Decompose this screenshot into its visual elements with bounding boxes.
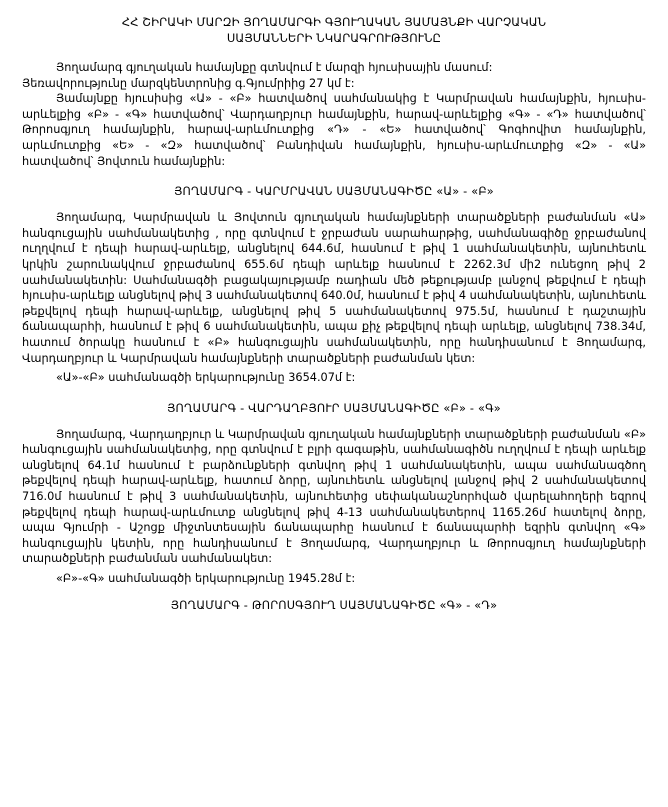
page-title-line-2: ՍԱՅՄԱՆՆԵՐԻ ՆԿԱՐԱԳՐՈՒԹՅՈՒՆԸ <box>226 31 442 45</box>
spacer <box>22 169 646 184</box>
section-heading-gd: ՅՈՂԱՄԱՐԳ - ԹՈՐՈՍԳՅՈՒՂ ՍԱՅՄԱՆԱԳԻԾԸ «Գ» - «Դ» <box>170 598 498 612</box>
section-length-ab: «Ա»-«Բ» սահմանագծի երկարությունը 3654.07մ է: <box>56 371 356 385</box>
section-heading-ab: ՅՈՂԱՄԱՐԳ - ԿԱՐՄՐԱՎԱՆ ՍԱՅՄԱՆԱԳԻԾԸ «Ա» - «Բ» <box>174 185 494 199</box>
spacer <box>22 416 646 427</box>
section-body-bg: Յողամարգ, Վարդաղբյուր և Կարմրավան գյուղական համայնքների տարածքների բաժանման «Բ» հանգուցային սահմանակետից, որը գտնվում է բլրի գագաթին, սահմանագիծն ուղղվում է դեպի արևելք անցնելով 64.1մ հասնում է բարձունքների գտնվող թիվ 1 սահմանակետին, ապա սահմանագծող թեքվելով դեպի հարավ-արևելք, հատում ձորը, այնուհետև անցնելով լանջով թիվ 2 սահմանակետով 716.0մ հասնում է թիվ 3 սահմանակետին, այնուհետից սեփականաշնորհված վարելահողերի եզրով թեքվելով դեպի հարավ-արևմուտք անցնելով թիվ 4-13 սահմանակետերով 1165.26մ հատելով ձորը, ապա Գյումրի - Աշոցք միջտնտեսային ճանապարհը հասնում է ճանապարհի եզրին գտնվող «Գ» հանգուցային կետին, որը հանդիսանում է Յողամարգ, Վարդաղբյուր և Թորոսգյուղ համայնքների տարածքների բաժանման սահմանակետ: <box>22 427 646 566</box>
intro-paragraph-2: Յեռավորությունը մարզկենտրոնից գ.Գյումրիից 27 կմ է: <box>22 76 355 90</box>
spacer <box>22 199 646 210</box>
intro-paragraph-3: Յամայնքը հյուսիսից «Ա» - «Բ» հատվածով սահմանակից է Կարմրավան համայնքին, հյուսիս-արևելքից «Բ» - «Գ» հատվածով՝ Վարդաղբյուր համայնքին, հարավ-արևելքից «Գ» - «Դ» հատվածով՝ Թորոսգյուղ համայնքին, հարավ-արևմուտքից «Դ» - «Ե» հատվածով՝ Գոգհովիտ համայնքին, արևմուտքից «Ե» - «Զ» հատվածով՝ Բանդիվան համայնքին, հյուսիս-արևմուտքից «Զ» - «Ա» հատվածով՝ Յովտուն համայնքին: <box>22 92 646 168</box>
intro-paragraph-1: Յողամարգ գյուղական համայնքը գտնվում է մարզի հյուսիսային մասում: <box>56 61 493 74</box>
page-title-line-1: ՀՀ ՇԻՐԱԿԻ ՄԱՐԶԻ ՅՈՂԱՄԱՐԳԻ ԳՅՈՒՂԱԿԱՆ ՅԱՄԱՅՆՔԻ ՎԱՐՉԱԿԱՆ <box>121 15 547 29</box>
spacer <box>22 386 646 401</box>
section-heading-bg: ՅՈՂԱՄԱՐԳ - ՎԱՐԴԱՂԲՅՈՒՐ ՍԱՅՄԱՆԱԳԻԾԸ «Բ» - «Գ» <box>167 401 501 415</box>
spacer <box>22 587 646 598</box>
section-body-ab: Յողամարգ, Կարմրավան և Յովտուն գյուղական համայնքների տարածքների բաժանման «Ա» հանգուցային սահմանակետից , որը գտնվում է ջրբաժան սարահարթից, սահմանագիծը ջրբաժանով ուղղվում է դեպի հարավ-արևելք, անցնելով 644.6մ, հասնում է թիվ 1 սահմանակետին, այնուհետև կրկին շարունակվում ջրբաժանով 655.6մ դեպի արևելք հասնում է 2262.3մ մի2 ունեցող թիվ 2 սահմանակետին: Սահմանագծի բացակայությամբ ռադիան մեծ թեքությամբ լանջով թեքվում է դեպի հյուսիս-արևելք անցնելով թիվ 3 սահմանակետով 640.0մ, հասնում է թիվ 4 սահմանակետին, այնուհետև թեքվելով դեպի հարավ-արևելք, անցնելով թիվ 5 սահմանակետով 975.5մ, հասնում է դաշտային ճանապարհի, հասնում է թիվ 6 սահմանակետին, ապա քիչ թեքվելով դեպի արևելք, անցնելով 738.34մ, հատում ծորակը հասնում է «Բ» հանգուցային սահմանակետին, որը հանդիսանում է Յողամարգ, Վարդաղբյուր և Կարմրավան համայնքների տարածքների բաժանման կետ: <box>22 211 646 365</box>
page-title <box>30 14 638 46</box>
section-length-bg: «Բ»-«Գ» սահմանագծի երկարությունը 1945.28մ է: <box>56 572 356 586</box>
